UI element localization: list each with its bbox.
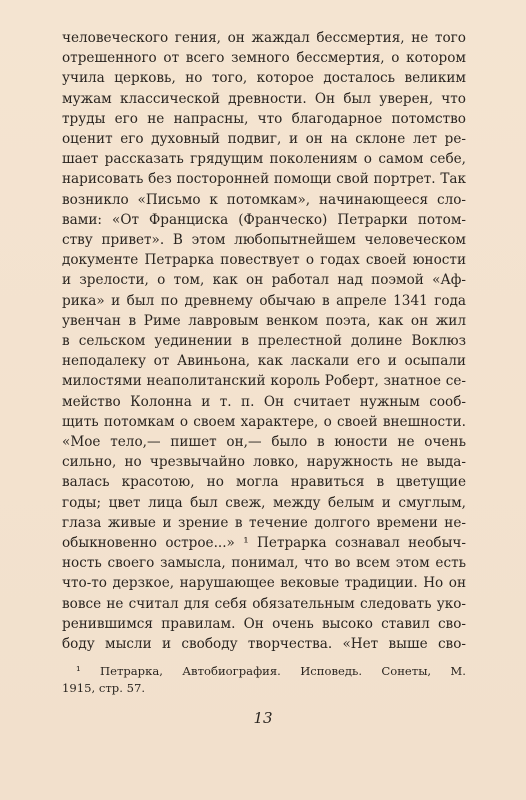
text-line: ству привет». В этом любопытнейшем человеческом	[62, 232, 466, 249]
text-line: человеческого гения, он жаждал бессмертия, не того	[62, 30, 466, 46]
text-line: отрешенного от всего земного бессмертия, о котором	[62, 50, 466, 67]
text-line: что-то дерзкое, нарушающее вековые традиции. Но он	[62, 575, 466, 592]
text-line: милостями неаполитанский король Роберт, знатное се-	[62, 373, 466, 390]
text-line: боду мысли и свободу творчества. «Нет выше сво-	[62, 636, 466, 653]
text-line: мужам классической древности. Он был уверен, что	[62, 90, 466, 107]
text-line: сильно, но чрезвычайно ловко, наружность не выда-	[62, 454, 466, 471]
text-line: рика» и был по древнему обычаю в апреле 1341 года	[62, 292, 466, 309]
text-line: обыкновенно острое...» ¹ Петрарка сознавал необыч-	[62, 535, 466, 552]
text-line: оценит его духовный подвиг, и он на склоне лет ре-	[62, 131, 466, 148]
page-number: 13	[253, 709, 273, 727]
footnote-line: ¹ Петрарка, Автобиография. Исповедь. Сонеты, М.	[76, 664, 466, 678]
text-line: вовсе не считал для себя обязательным следовать уко-	[62, 595, 466, 612]
text-line: учила церковь, но того, которое досталось великим	[62, 70, 466, 87]
text-line: щить потомкам о своем характере, о своей внешности.	[62, 413, 466, 430]
text-line: «Мое тело,— пишет он,— было в юности не очень	[62, 434, 466, 451]
text-line: вами: «От Франциска (Франческо) Петрарки потом-	[62, 211, 466, 228]
text-line: годы; цвет лица был свеж, между белым и смуглым,	[62, 494, 466, 511]
text-line: нарисовать без посторонней помощи свой портрет. Так	[62, 171, 466, 188]
text-line: и зрелости, о том, как он работал над поэмой «Аф-	[62, 272, 466, 289]
footnote	[62, 663, 466, 696]
footnote-line: 1915, стр. 57.	[62, 680, 146, 695]
text-line: валась красотою, но могла нравиться в цветущие	[62, 474, 466, 491]
text-line: глаза живые и зрение в течение долгого времени не-	[62, 514, 466, 531]
text-line: ность своего замысла, понимал, что во всем этом есть	[62, 555, 466, 572]
text-line: труды его не напрасны, что благодарное потомство	[62, 110, 466, 127]
text-line: шает рассказать грядущим поколениям о самом себе,	[62, 151, 466, 168]
text-line: возникло «Письмо к потомкам», начинающееся сло-	[62, 191, 466, 208]
text-line: в сельском уединении в прелестной долине Воклюз	[62, 333, 466, 350]
text-line: неподалеку от Авиньона, как ласкали его и осыпали	[62, 353, 466, 370]
text-line: мейство Колонна и т. п. Он считает нужным сооб-	[62, 393, 466, 410]
text-line: ренившимся правилам. Он очень высоко ставил сво-	[62, 615, 466, 632]
text-line: увенчан в Риме лавровым венком поэта, как он жил	[62, 312, 466, 329]
main-text	[62, 28, 466, 654]
text-line: документе Петрарка повествует о годах своей юности	[62, 252, 466, 269]
